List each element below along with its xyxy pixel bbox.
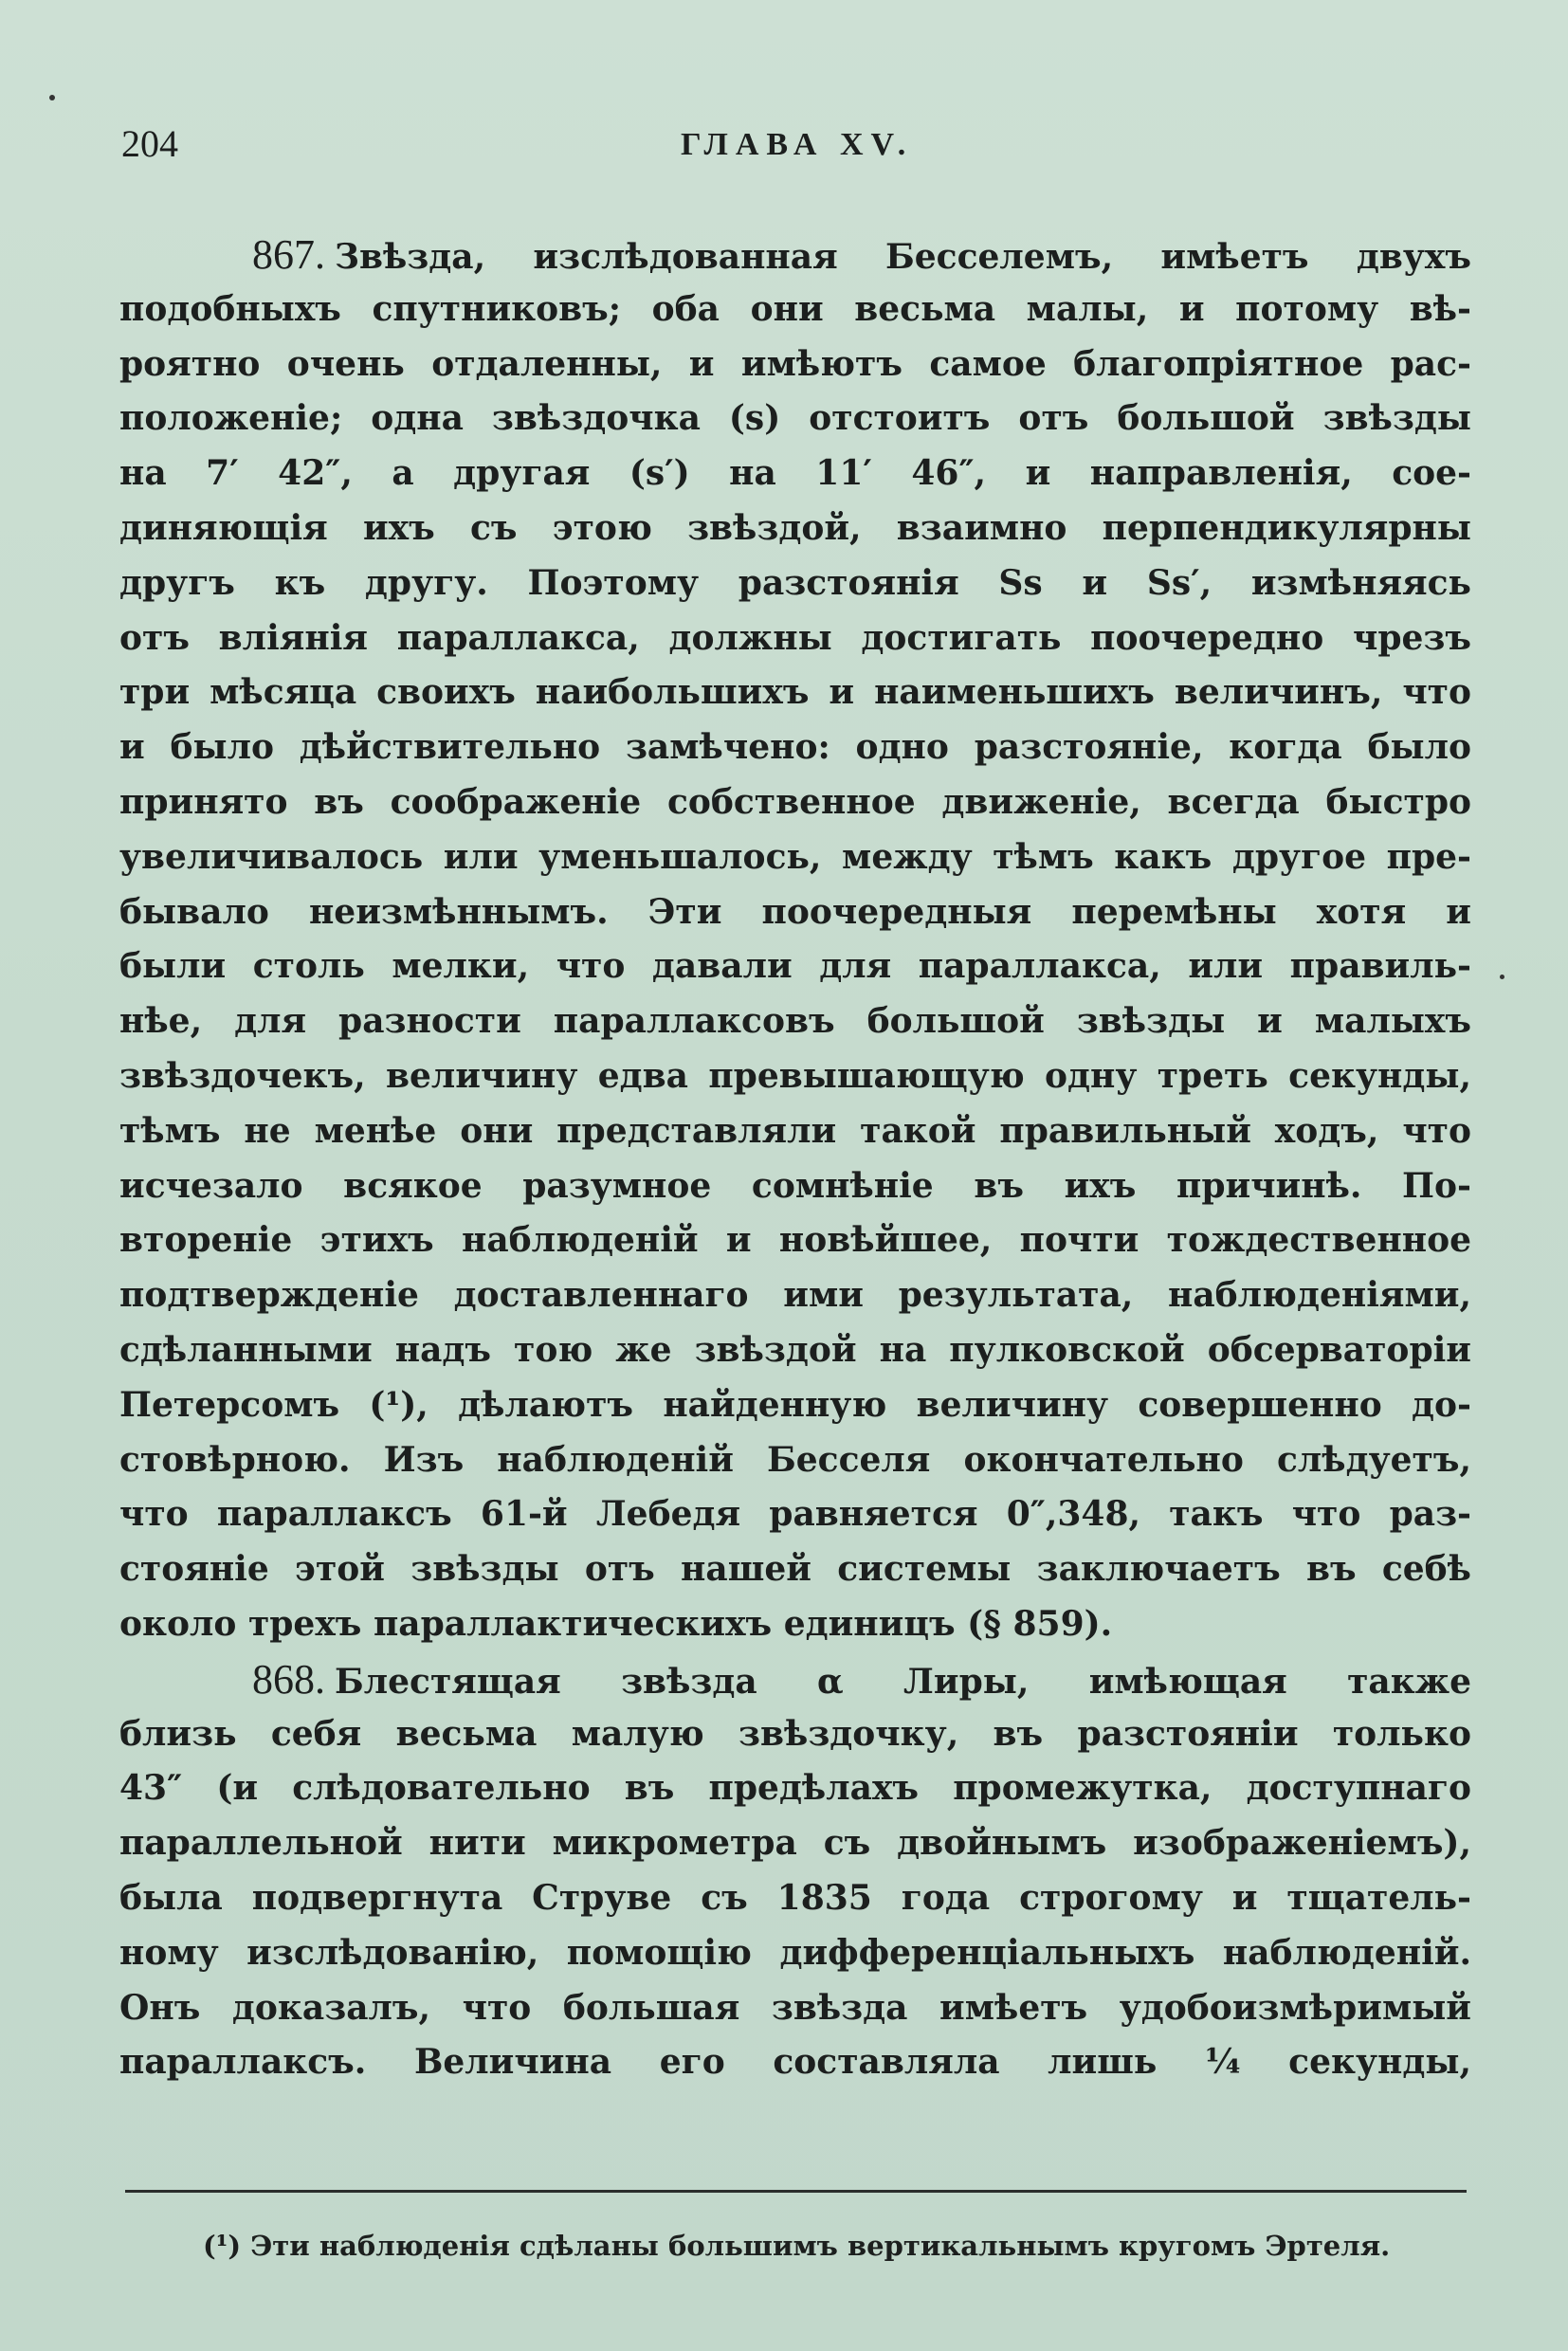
- text-line: нѣе, для разности параллаксовъ большой звѣзды и малыхъ: [119, 1001, 1471, 1042]
- text-line: параллаксъ. Величина его составляла лишь ¼ секунды,: [119, 2042, 1471, 2083]
- running-head: [121, 121, 1468, 178]
- text-line: тѣмъ не менѣе они представляли такой правильный ходъ, что: [119, 1110, 1471, 1151]
- text-line: диняющія ихъ съ этою звѣздой, взаимно перпендикулярны: [119, 507, 1471, 548]
- text-line: бывало неизмѣннымъ. Эти поочередныя перемѣны хотя и: [119, 891, 1471, 932]
- text-line: [119, 228, 1471, 282]
- text-line: вторенiе этихъ наблюденій и новѣйшее, почти тождественное: [119, 1220, 1471, 1261]
- text-line: была подвергнута Струве съ 1835 года строгому и тщатель-: [119, 1877, 1471, 1918]
- text-line: роятно очень отдаленны, и имѣютъ самое благопріятное рас-: [119, 343, 1471, 384]
- body-text: [119, 228, 1471, 2090]
- text-line: принято въ соображеніе собственное движеніе, всегда быстро: [119, 781, 1471, 822]
- footnote-rule: [125, 2190, 1467, 2193]
- text-line: [119, 1652, 1471, 1707]
- text-line: Петерсомъ (¹), дѣлаютъ найденную величину совершенно до-: [119, 1384, 1471, 1425]
- text-line: другъ къ другу. Поэтому разстоянія Ss и Ss′, измѣняясь: [119, 562, 1471, 603]
- margin-speck: [1500, 975, 1504, 979]
- text-line: были столь мелки, что давали для параллакса, или правиль-: [119, 946, 1471, 987]
- text-line: около трехъ параллактическихъ единицъ (§ 859).: [119, 1603, 1113, 1644]
- section-number: 867.: [252, 231, 325, 278]
- text-line: близь себя весьма малую звѣздочку, въ разстояніи только: [119, 1713, 1471, 1754]
- text-line: Онъ доказалъ, что большая звѣзда имѣетъ удобоизмѣримый: [119, 1987, 1471, 2028]
- text-line: увеличивалось или уменьшалось, между тѣмъ какъ другое пре-: [119, 836, 1471, 877]
- text-line: стовѣрною. Изъ наблюденій Бесселя окончательно слѣдуетъ,: [119, 1439, 1471, 1480]
- line-text: Блестящая звѣзда α Лиры, имѣющая также: [335, 1661, 1471, 1702]
- footnote: (¹) Эти наблюденія сдѣланы большимъ вертикальнымъ кругомъ Эртеля.: [203, 2230, 1391, 2262]
- text-line: сдѣланными надъ тою же звѣздой на пулковской обсерваторіи: [119, 1329, 1471, 1370]
- text-line: стояніе этой звѣзды отъ нашей системы заключаетъ въ себѣ: [119, 1549, 1471, 1590]
- line-text: Звѣзда, изслѣдованная Бесселемъ, имѣетъ двухъ: [335, 237, 1471, 277]
- chapter-title: ГЛАВА XV.: [681, 127, 914, 162]
- text-line: ному изслѣдованію, помощію дифференціальныхъ наблюденій.: [119, 1932, 1471, 1973]
- text-line: положеніе; одна звѣздочка (s) отстоитъ отъ большой звѣзды: [119, 398, 1471, 439]
- text-line: звѣздочекъ, величину едва превышающую одну треть секунды,: [119, 1055, 1471, 1096]
- text-line: на 7′ 42″, а другая (s′) на 11′ 46″, и направленія, сое-: [119, 453, 1471, 494]
- section-number: 868.: [252, 1655, 325, 1703]
- text-line: параллельной нити микрометра съ двойнымъ изображеніемъ),: [119, 1823, 1471, 1864]
- text-line: отъ вліянія параллакса, должны достигать поочередно чрезъ: [119, 617, 1471, 658]
- text-line: три мѣсяца своихъ наибольшихъ и наименьшихъ величинъ, что: [119, 672, 1471, 713]
- text-line: подобныхъ спутниковъ; оба они весьма малы, и потому вѣ-: [119, 288, 1471, 329]
- margin-speck: [49, 95, 55, 100]
- text-line: что параллаксъ 61-й Лебедя равняется 0″,348, такъ что раз-: [119, 1494, 1471, 1535]
- text-line: 43″ (и слѣдовательно въ предѣлахъ промежутка, доступнаго: [119, 1768, 1471, 1809]
- text-line: подтвержденіе доставленнаго ими результата, наблюденіями,: [119, 1275, 1471, 1316]
- page-number: 204: [121, 122, 178, 165]
- text-line: исчезало всякое разумное сомнѣніе въ ихъ причинѣ. По-: [119, 1165, 1471, 1206]
- text-line: и было дѣйствительно замѣчено: одно разстояніе, когда было: [119, 727, 1471, 768]
